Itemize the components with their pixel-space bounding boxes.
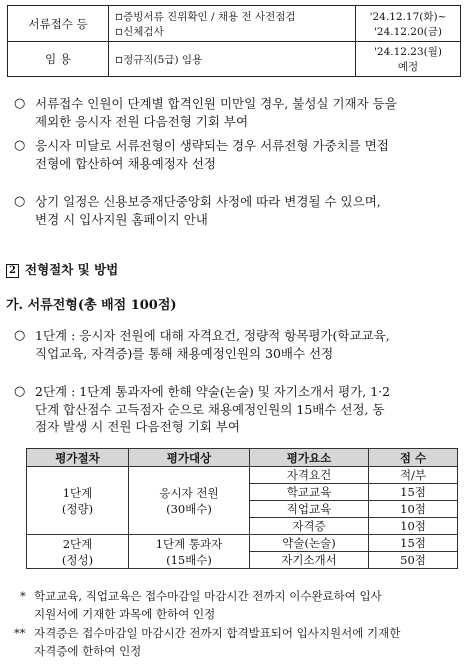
score-cell: 적/부 <box>369 467 458 484</box>
footnote: * 학교교육, 직업교육은 접수마감일 마감시간 전까지 이수완료하여 입사 지원서에 기재한 과목에 한하여 인정 <box>20 589 382 621</box>
element-cell: 자기소개서 <box>250 552 369 569</box>
step-item: ○ 2단계 : 1단계 통과자에 한해 약술(논술) 및 자기소개서 평가, 1·2 단계 합산점수 고득점자 순으로 채용예정인원의 15배수 선정, 동 점자 발생 시 전원 다음전형 기회 부여 <box>14 384 391 434</box>
schedule-item: 신체검사 <box>123 25 164 38</box>
section-title: 전형절차 및 방법 <box>25 262 119 277</box>
bullet-circle: ○ <box>14 328 26 343</box>
schedule-items <box>109 42 356 77</box>
element-cell: 자격증 <box>250 518 369 535</box>
header-cell: 점 수 <box>369 449 458 467</box>
footnote: ** 자격증은 접수마감일 마감시간 전까지 합격발표되어 입사지원서에 기재한 자격증에 한하여 인정 <box>14 626 401 658</box>
section-number: 2 <box>6 264 19 278</box>
table-row <box>27 467 458 484</box>
table-row <box>27 535 458 552</box>
schedule-date: '24.12.23(월) 예정 <box>356 42 461 77</box>
subsection-title: 가. 서류전형(총 배점 100점) <box>6 298 177 313</box>
score-cell: 15점 <box>369 484 458 501</box>
element-cell: 직업교육 <box>250 501 369 518</box>
schedule-item: 증빙서류 진위확인 / 채용 전 사전점검 <box>123 10 296 23</box>
element-cell: 약술(논술) <box>250 535 369 552</box>
footnote-mark: * <box>20 589 26 603</box>
note-item: ○ 응시자 미달로 서류전형이 생략되는 경우 서류전형 가중치를 면접 전형에 합산하여 채용예정자 선정 <box>14 138 389 171</box>
schedule-item: 정규직(5급) 임용 <box>123 53 203 66</box>
schedule-row <box>8 42 461 77</box>
item-symbol: ▫ <box>115 23 124 38</box>
schedule-date: '24.12.17(화)~ '24.12.20(금) <box>356 6 461 42</box>
header-cell: 평가절차 <box>27 449 129 467</box>
footnote-mark: ** <box>14 626 26 640</box>
header-cell: 평가대상 <box>129 449 250 467</box>
score-cell: 10점 <box>369 501 458 518</box>
evaluation-table <box>26 448 458 569</box>
score-cell: 10점 <box>369 518 458 535</box>
item-symbol: ▫ <box>115 51 124 66</box>
schedule-row <box>8 6 461 42</box>
element-cell: 학교교육 <box>250 484 369 501</box>
table-header-row <box>27 449 458 467</box>
header-cell: 평가요소 <box>250 449 369 467</box>
note-item: ○ 상기 일정은 신용보증재단중앙회 사정에 따라 변경될 수 있으며, 변경 시 입사지원 홈페이지 안내 <box>14 194 381 227</box>
schedule-table <box>7 5 461 77</box>
stage-cell: 1단계 (정량) <box>27 467 129 535</box>
schedule-items <box>109 6 356 42</box>
bullet-circle: ○ <box>14 138 26 153</box>
bullet-circle: ○ <box>14 194 26 209</box>
score-cell: 50점 <box>369 552 458 569</box>
bullet-circle: ○ <box>14 384 26 399</box>
schedule-stage: 서류접수 등 <box>8 6 109 42</box>
element-cell: 자격요건 <box>250 467 369 484</box>
target-cell: 응시자 전원 (30배수) <box>129 467 250 535</box>
section-heading <box>6 260 118 278</box>
schedule-stage: 임 용 <box>8 42 109 77</box>
item-symbol: ▫ <box>115 8 124 23</box>
bullet-circle: ○ <box>14 96 26 111</box>
note-item: ○ 서류접수 인원이 단계별 합격인원 미만일 경우, 불성실 기재자 등을 제외한 응시자 전원 다음전형 기회 부여 <box>14 96 397 129</box>
step-item: ○ 1단계 : 응시자 전원에 대해 자격요건, 정량적 항목평가(학교교육, 직업교육, 자격증)를 통해 채용예정인원의 30배수 선정 <box>14 328 390 361</box>
score-cell: 15점 <box>369 535 458 552</box>
stage-cell: 2단계 (정성) <box>27 535 129 569</box>
target-cell: 1단계 통과자 (15배수) <box>129 535 250 569</box>
